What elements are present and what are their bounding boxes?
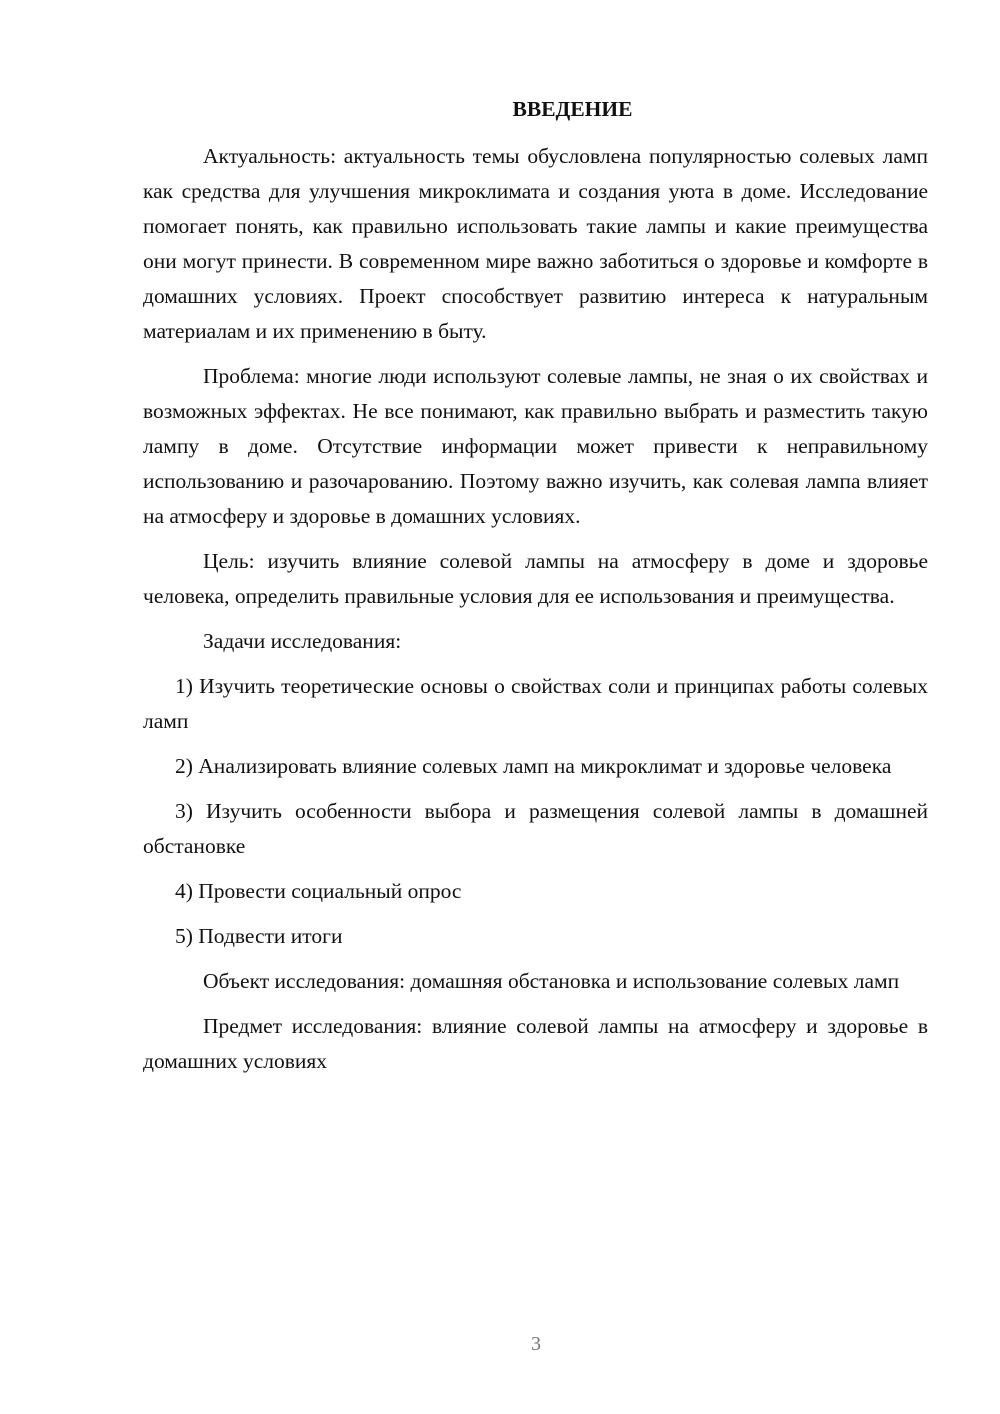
relevance-paragraph: Актуальность: актуальность темы обусловлена популярностью солевых ламп как средства для улучшения микроклимата и создания уюта в доме. Исследование помогает понять, как правильно использовать такие лампы и какие преимущества они могут принести. В современном мире важно заботиться о здоровье и комфорте в домашних условиях. Проект способствует развитию интереса к натуральным материалам и их применению в быту. bbox=[143, 144, 928, 343]
task-item: 1) Изучить теоретические основы о свойствах соли и принципах работы солевых ламп bbox=[143, 674, 928, 733]
goal-paragraph: Цель: изучить влияние солевой лампы на атмосферу в доме и здоровье человека, определить правильные условия для ее использования и преимущества. bbox=[143, 549, 928, 608]
document-body bbox=[143, 92, 928, 1089]
problem-paragraph: Проблема: многие люди используют солевые лампы, не зная о их свойствах и возможных эффектах. Не все понимают, как правильно выбрать и разместить такую лампу в доме. Отсутствие информации может привести к неправильному использованию и разочарованию. Поэтому важно изучить, как солевая лампа влияет на атмосферу и здоровье в домашних условиях. bbox=[143, 364, 928, 528]
tasks-heading: Задачи исследования: bbox=[203, 629, 402, 653]
tasks-list bbox=[143, 669, 928, 954]
object-paragraph: Объект исследования: домашняя обстановка и использование солевых ламп bbox=[203, 969, 900, 993]
subject-paragraph: Предмет исследования: влияние солевой лампы на атмосферу и здоровье в домашних условиях bbox=[143, 1014, 928, 1073]
task-item: 5) Подвести итоги bbox=[175, 924, 343, 948]
task-item: 3) Изучить особенности выбора и размещения солевой лампы в домашней обстановке bbox=[143, 799, 928, 858]
page-number: 3 bbox=[531, 1333, 541, 1355]
task-item: 2) Анализировать влияние солевых ламп на микроклимат и здоровье человека bbox=[175, 754, 892, 778]
page-title: ВВЕДЕНИЕ bbox=[512, 97, 633, 121]
task-item: 4) Провести социальный опрос bbox=[175, 879, 462, 903]
